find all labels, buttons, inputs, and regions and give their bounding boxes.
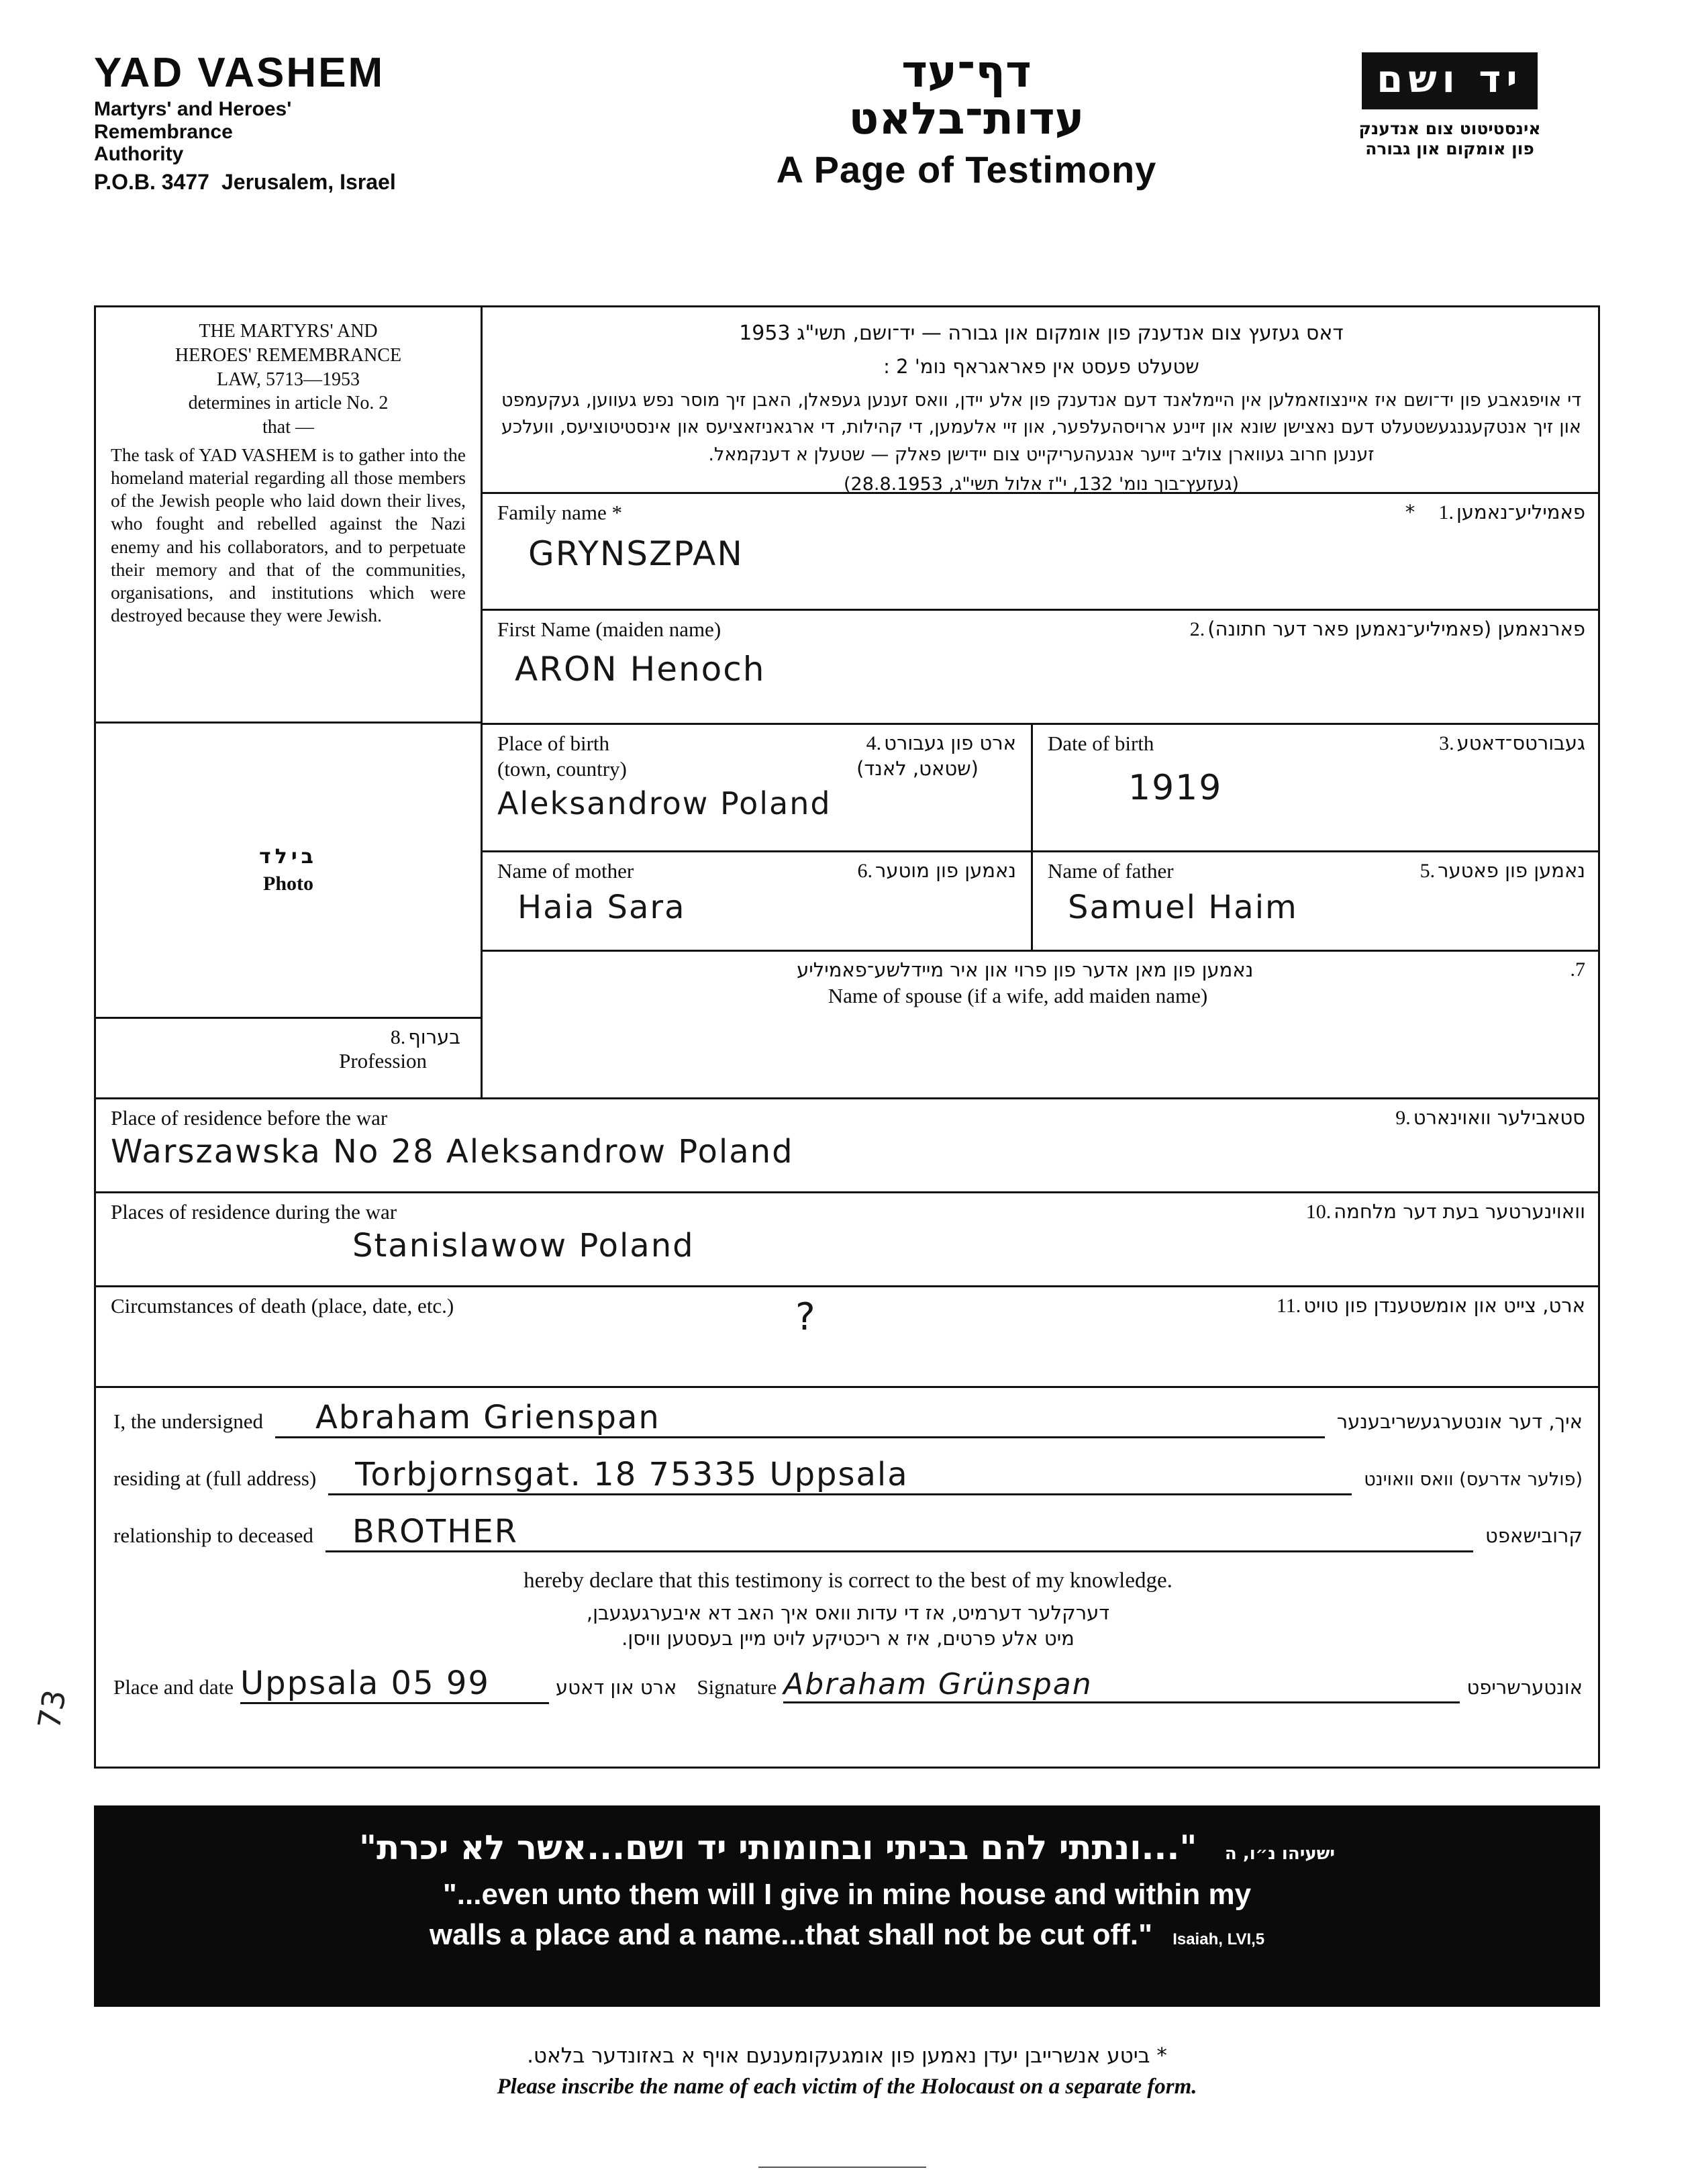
date-of-birth-label-heb: געבורטס־דאטע	[1456, 732, 1585, 754]
mother-label-heb: נאמען פון מוטער	[875, 859, 1016, 882]
isaiah-quote-band	[94, 1805, 1600, 2007]
declaration-statement-heb-line2: מיט אלע פרטים, איז א ריכטיקע לויט מיין בעסטען וויסן.	[621, 1627, 1075, 1650]
field-name-of-spouse[interactable]	[483, 952, 1600, 1099]
residing-value[interactable]: Torbjornsgat. 18 75335 Uppsala	[328, 1456, 1352, 1495]
citation-line1: דאס געזעץ צום אנדענק פון אומקום און גבורה — יד־ושם, תשי"ג 1953	[739, 321, 1344, 345]
relationship-value[interactable]: BROTHER	[326, 1513, 1473, 1552]
yad-vashem-logo: יד ושם	[1362, 52, 1538, 109]
organization-subtitle-line1: Martyrs' and Heroes'	[94, 98, 292, 120]
first-name-label-heb: פארנאמען (פאמיליע־נאמען פאר דער חתונה)	[1207, 617, 1585, 640]
citation-line2: שטעלט פעסט אין פאראגראף נומ' 2 :	[883, 355, 1199, 378]
martyrs-law-box	[96, 307, 483, 724]
family-name-label-en: Family name *	[497, 501, 622, 524]
spouse-number: .7	[1570, 958, 1585, 981]
logo-subtitle-line1: אינסטיטוט צום אנדענק	[1358, 119, 1541, 138]
family-name-label-heb: * פאמיליע־נאמען	[1405, 501, 1585, 524]
profession-label-en: Profession	[339, 1049, 427, 1073]
document-footer	[94, 2044, 1600, 2099]
margin-archive-number: 73	[30, 1687, 73, 1732]
hebrew-title-line1: דף־עד	[901, 46, 1032, 97]
quote-english-line2: walls a place and a name...that shall not be cut off."	[429, 1918, 1152, 1951]
father-name-value[interactable]: Samuel Haim	[1068, 889, 1298, 926]
death-value[interactable]: ?	[795, 1295, 817, 1339]
first-name-number: .2	[1189, 618, 1205, 640]
field-family-name[interactable]	[483, 494, 1600, 611]
relationship-row[interactable]	[113, 1513, 1583, 1552]
date-of-birth-number: .3	[1439, 732, 1454, 754]
header-left-block	[94, 52, 631, 195]
law-body-text: The task of YAD VASHEM is to gather into the homeland material regarding all those members of the Jewish people who laid down their lives, who fought and rebelled against the Nazi enemy and his collaborators, and to perpetuate their memory and that of the communities, organisations, and institutions which were destroyed because they were Jewish.	[111, 444, 466, 626]
place-of-birth-sublabel-en: (town, country)	[497, 757, 627, 781]
photo-placeholder-box	[96, 724, 483, 1019]
document-header	[94, 46, 1604, 227]
death-label-en: Circumstances of death (place, date, etc.)	[111, 1294, 454, 1318]
signature-label-en: Signature	[697, 1675, 777, 1699]
place-of-birth-label-en: Place of birth	[497, 732, 610, 755]
place-of-birth-number: .4	[866, 732, 882, 754]
field-date-of-birth[interactable]	[1033, 725, 1600, 852]
father-label-en: Name of father	[1048, 859, 1174, 883]
father-number: .5	[1419, 860, 1436, 882]
quote-hebrew-text: "...ונתתי להם בביתי ובחומותי יד ושם...אשר לא יכרת"	[358, 1828, 1197, 1867]
header-city: Jerusalem, Israel	[221, 169, 396, 194]
residing-row[interactable]	[113, 1456, 1583, 1495]
place-date-label-heb: ארט און דאטע	[556, 1676, 677, 1699]
form-frame	[94, 305, 1600, 1769]
place-of-birth-sublabel-heb: (שטאט, לאנד)	[856, 757, 979, 780]
residence-during-label-heb: וואוינערטער בעת דער מלחמה	[1334, 1200, 1585, 1223]
law-title-line3: LAW, 5713—1953	[217, 368, 360, 390]
death-label-heb: ארט, צייט און אומשטענדן פון טויט	[1303, 1294, 1585, 1317]
field-first-name[interactable]	[483, 611, 1600, 725]
header-center-block	[671, 48, 1262, 191]
residing-label-en: residing at (full address)	[113, 1467, 317, 1490]
signature-label-heb: אונטערשריפט	[1466, 1676, 1583, 1699]
law-title-line2: HEROES' REMEMBRANCE	[175, 344, 402, 366]
spouse-label-heb: נאמען פון מאן אדער פון פרוי און איר מיידלשע־פאמיליע	[797, 958, 1254, 981]
mother-name-value[interactable]: Haia Sara	[517, 889, 686, 926]
citation-reference: (געזעץ־בוך נומ' 132, י"ז אלול תשי"ג, 28.8.1953)	[843, 474, 1240, 495]
citation-body: די אויפגאבע פון יד־ושם איז איינצוזאמלען אין היימלאנד דעם אנדענק פון אלע יידן, וואס זענען געפאלן, האבן זיך מוסר נפש געווען, געקעמפט און זיך אנטקעגנגעשטעלט דעם נאצישן שונא און זיינע ארויסהעלפער, און זיי אלעמען, די קהילות, די ארגאניזאציעס און אינסטיטוציעס, וועלכע זענען חרוב געווארן צוליב זייער אנגעהעריקייט צום יידישן פאלק — שטעלן א דענקמאל.	[501, 389, 1581, 465]
family-name-value[interactable]: GRYNSZPAN	[528, 534, 744, 573]
undersigned-row[interactable]	[113, 1399, 1583, 1438]
organization-subtitle-line2: Remembrance	[94, 120, 233, 143]
family-name-number: .1	[1438, 501, 1454, 524]
law-title-line1: THE MARTYRS' AND	[199, 321, 378, 342]
declaration-statement-en: hereby declare that this testimony is correct to the best of my knowledge.	[524, 1569, 1173, 1593]
declaration-statement-heb-line1: דערקלער דערמיט, אז די עדות וואס איך האב דא איבערגעגעבן,	[586, 1601, 1110, 1624]
field-circumstances-of-death[interactable]	[96, 1287, 1600, 1388]
footer-note-hebrew: * ביטע אנשרייבן יעדן נאמען פון אומגעקומענעם אויף א באזונדער בלאט.	[527, 2044, 1167, 2068]
post-office-box: P.O.B. 3477	[94, 169, 209, 194]
date-of-birth-value[interactable]: 1919	[1128, 768, 1223, 808]
undersigned-value[interactable]: Abraham Grienspan	[275, 1399, 1325, 1438]
relationship-label-heb: קרובישאפט	[1485, 1524, 1583, 1547]
field-residence-during-war[interactable]	[96, 1193, 1600, 1287]
date-of-birth-label-en: Date of birth	[1048, 732, 1154, 755]
field-name-of-father[interactable]	[1033, 852, 1600, 952]
photo-label-english: Photo	[263, 873, 313, 895]
photo-label-hebrew: בילד	[259, 845, 317, 868]
quote-english-citation: Isaiah, LVI,5	[1173, 1930, 1265, 1948]
law-citation-paragraph	[483, 307, 1600, 494]
field-residence-before-war[interactable]	[96, 1099, 1600, 1193]
organization-title: YAD VASHEM	[94, 50, 385, 96]
place-date-label-en: Place and date	[113, 1675, 234, 1699]
relationship-label-en: relationship to deceased	[113, 1524, 313, 1547]
first-name-label-en: First Name (maiden name)	[497, 617, 721, 641]
undersigned-label-heb: איך, דער אונטערגעשריבענער	[1336, 1410, 1583, 1433]
hebrew-title-line2: עדות־בלאט	[848, 92, 1085, 144]
residence-during-number: .10	[1305, 1201, 1332, 1223]
law-title-line5: that —	[262, 417, 314, 438]
document-title: A Page of Testimony	[776, 148, 1157, 191]
declaration-block	[96, 1388, 1600, 1767]
undersigned-label-en: I, the undersigned	[113, 1409, 263, 1433]
place-of-birth-value[interactable]: Aleksandrow Poland	[497, 785, 832, 822]
father-label-heb: נאמען פון פאטער	[1438, 859, 1585, 882]
signature-value[interactable]: Abraham Grünspan	[783, 1667, 1460, 1703]
residence-during-label-en: Places of residence during the war	[111, 1200, 397, 1224]
residence-before-label-heb: סטאבילער וואוינארט	[1413, 1106, 1585, 1129]
bottom-divider	[758, 2167, 926, 2168]
residence-during-value[interactable]: Stanislawow Poland	[352, 1227, 695, 1264]
organization-subtitle-line3: Authority	[94, 143, 184, 166]
field-profession[interactable]	[96, 1019, 483, 1099]
field-name-of-mother[interactable]	[483, 852, 1033, 952]
mother-label-en: Name of mother	[497, 859, 634, 883]
place-of-birth-label-heb: ארט פון געבורט	[884, 732, 1016, 754]
residing-label-heb: (פולער אדרעס) וואס וואוינט	[1364, 1469, 1583, 1490]
residence-before-number: .9	[1395, 1107, 1411, 1129]
law-title-line4: determines in article No. 2	[188, 393, 389, 414]
spouse-label-en: Name of spouse (if a wife, add maiden name)	[828, 984, 1208, 1007]
signature-row[interactable]	[113, 1665, 1583, 1704]
death-number: .11	[1276, 1295, 1301, 1317]
profession-number: .8	[390, 1026, 406, 1048]
quote-english-line1: "...even unto them will I give in mine house and within my	[442, 1878, 1252, 1911]
residence-before-value[interactable]: Warszawska No 28 Aleksandrow Poland	[111, 1133, 794, 1171]
place-date-value[interactable]: Uppsala 05 99	[240, 1665, 549, 1704]
residence-before-label-en: Place of residence before the war	[111, 1106, 388, 1130]
first-name-value[interactable]: ARON Henoch	[515, 650, 766, 689]
header-right-block	[1302, 52, 1597, 159]
footer-note-english: Please inscribe the name of each victim of the Holocaust on a separate form.	[497, 2075, 1197, 2099]
mother-number: .6	[857, 860, 873, 882]
quote-hebrew-citation: ישעיהו נ״ו, ה	[1224, 1844, 1336, 1864]
field-place-of-birth[interactable]	[483, 725, 1033, 852]
profession-label-heb: בערוף	[408, 1026, 460, 1048]
logo-subtitle-line2: פון אומקום און גבורה	[1365, 139, 1534, 158]
